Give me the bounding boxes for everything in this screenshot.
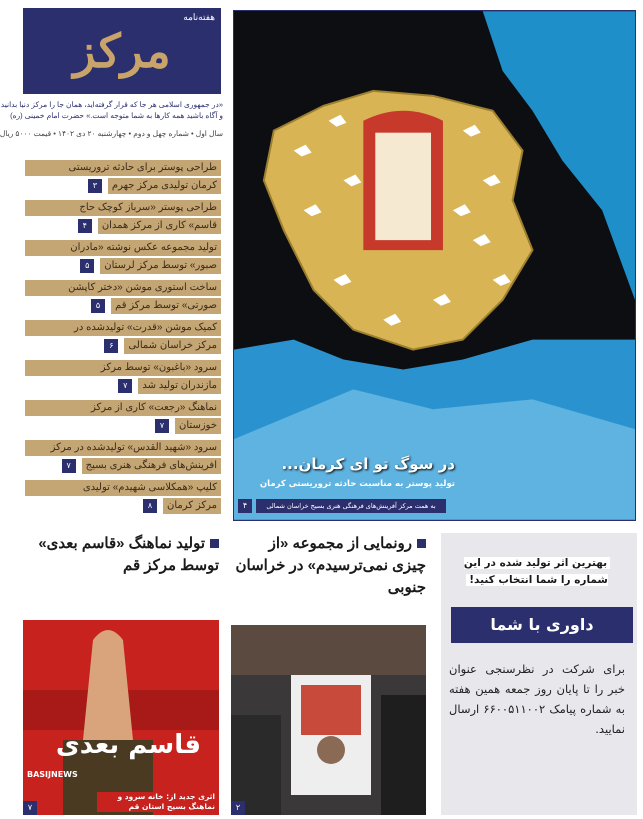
toc-line-1: تولید مجموعه عکس نوشته «مادران xyxy=(25,240,221,256)
toc-line-1: کلیپ «همکلاسی شهیدم» تولیدی xyxy=(25,480,221,496)
toc-page-number: ۳ xyxy=(88,179,102,193)
toc-item[interactable] xyxy=(25,480,221,516)
logo-weekly-label: هفته‌نامه xyxy=(183,12,215,22)
toc-page-number: ۵ xyxy=(91,299,105,313)
toc-item[interactable] xyxy=(25,240,221,276)
watermark: BASIJNEWS xyxy=(27,770,78,779)
toc-line-2: صبور» توسط مرکز لرستان xyxy=(100,258,221,274)
bullet-square-icon xyxy=(210,539,219,548)
article-header xyxy=(23,533,219,577)
cover-credit: به همت مرکز آفرینش‌های فرهنگی هنری بسیج خراسان شمالی xyxy=(256,499,446,513)
masthead xyxy=(0,8,223,148)
toc-line-1: طراحی پوستر «سرباز کوچک حاج xyxy=(25,200,221,216)
toc-line-1: سرود «شهید القدس» تولیدشده در مرکز xyxy=(25,440,221,456)
toc-line-1: نماهنگ «رجعت» کاری از مرکز xyxy=(25,400,221,416)
cover-title: در سوگ تو ای کرمان... xyxy=(281,455,455,473)
toc-line-2: کرمان تولیدی مرکز جهرم xyxy=(108,178,221,194)
toc-item[interactable] xyxy=(25,200,221,236)
article-title-text: تولید نماهنگ «قاسم بعدی» توسط مرکز قم xyxy=(38,535,219,574)
toc-page-number: ۵ xyxy=(80,259,94,273)
poll-question xyxy=(447,555,627,589)
toc-line-2: خوزستان xyxy=(175,418,221,434)
reader-poll-panel xyxy=(441,533,637,815)
article-page-number: ۲ xyxy=(231,801,245,815)
hand-illustration xyxy=(23,620,219,815)
poll-question-text: بهترین اثر تولید شده در این شماره را شما انتخاب کنید! xyxy=(464,557,610,586)
article-qasem-bedi[interactable] xyxy=(23,533,219,815)
cover-page-number: ۴ xyxy=(238,499,252,513)
toc-line-2: مرکز کرمان xyxy=(163,498,221,514)
toc-line-1: سرود «باغبون» توسط مرکز xyxy=(25,360,221,376)
toc-line-2: مرکز خراسان شمالی xyxy=(124,338,221,354)
kerman-map-illustration xyxy=(234,11,635,520)
unveiling-photo-illustration xyxy=(231,625,426,815)
toc-line-2: قاسم» کاری از مرکز همدان xyxy=(98,218,221,234)
toc-item[interactable] xyxy=(25,320,221,356)
poll-instructions: برای شرکت در نظرسنجی عنوان خبر را تا پایان روز جمعه همین هفته به شماره پیامک ۶۶۰۰۵۱۱۰۰۲ ارسال نمایید. xyxy=(449,662,626,736)
article-unveiling[interactable] xyxy=(231,533,426,815)
newspaper-logo xyxy=(23,8,221,94)
toc-item[interactable] xyxy=(25,160,221,196)
toc-line-1: کمیک موشن «قدرت» تولیدشده در xyxy=(25,320,221,336)
photo-title-word: قاسم بعدی xyxy=(55,730,201,760)
article-title xyxy=(23,533,219,577)
toc-line-2: افرینش‌های فرهنگی هنری بسیج xyxy=(82,458,221,474)
toc-line-2: صورتی» توسط مرکز قم xyxy=(111,298,221,314)
article-photo xyxy=(231,625,426,815)
toc-page-number: ۴ xyxy=(78,219,92,233)
article-header xyxy=(231,533,426,599)
cover-subtitle: تولید پوستر به مناسبت حادثه تروریستی کرمان xyxy=(259,479,455,489)
masthead-quote-2: و آگاه باشید همه کارها به شما متوجه است.» حضرت امام خمینی (ره) xyxy=(10,111,223,120)
toc-page-number: ۶ xyxy=(104,339,118,353)
issue-info: سال اول • شماره چهل و دوم • چهارشنبه ۲۰ دی ۱۴۰۲ • قیمت ۵۰۰۰ ریال xyxy=(0,129,223,138)
bullet-square-icon xyxy=(417,539,426,548)
article-title-text: رونمایی از مجموعه «از چیزی نمی‌ترسیدم» در خراسان جنوبی xyxy=(235,535,426,596)
article-page-number: ۷ xyxy=(23,801,37,815)
logo-wordmark: مرکز xyxy=(73,24,171,78)
poll-banner: داوری با شما xyxy=(451,607,633,643)
toc-line-2: مازندران تولید شد xyxy=(138,378,221,394)
cover-caption xyxy=(234,449,637,522)
toc-item[interactable] xyxy=(25,440,221,476)
toc-line-1: طراحی پوستر برای حادثه تروریستی xyxy=(25,160,221,176)
toc-item[interactable] xyxy=(25,360,221,396)
toc-item[interactable] xyxy=(25,400,221,436)
toc-page-number: ۷ xyxy=(62,459,76,473)
cover-poster[interactable] xyxy=(233,10,636,521)
photo-credit: اثری جدید از: خانه سرود و نماهنگ بسیج استان قم xyxy=(97,792,215,812)
toc-page-number: ۸ xyxy=(143,499,157,513)
toc-page-number: ۷ xyxy=(118,379,132,393)
article-title xyxy=(231,533,426,599)
masthead-quote: «در جمهوری اسلامی هر جا که قرار گرفته‌اید، همان جا را مرکز دنیا بدانید xyxy=(0,100,223,109)
article-photo xyxy=(23,620,219,815)
table-of-contents xyxy=(25,160,221,518)
toc-page-number: ۷ xyxy=(155,419,169,433)
toc-line-1: ساخت استوری موشن «دختر کاپشن xyxy=(25,280,221,296)
toc-item[interactable] xyxy=(25,280,221,316)
